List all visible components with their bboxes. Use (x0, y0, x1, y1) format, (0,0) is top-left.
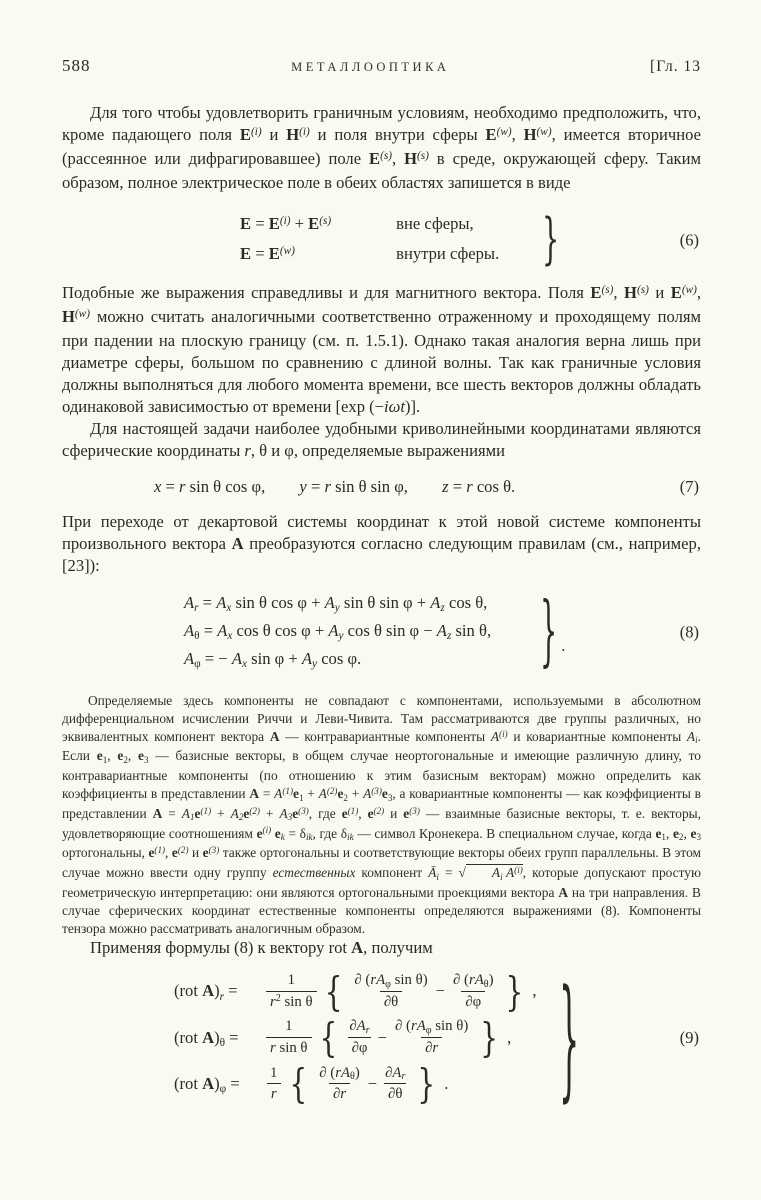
term-fraction: $\frac{\text{∂ (rAθ)}}{\partial r}$ (319, 1064, 360, 1103)
paragraph-spherical-coordinates: Для настоящей задачи наиболее удобными криволинейными координатами являются сферические координаты r, θ и φ, определяемые выражениями (62, 419, 701, 460)
minus-operator: − (367, 1073, 378, 1093)
paragraph-applying-formulas: Применяя формулы (8) к вектору rot A, получим (90, 938, 433, 958)
equation-9 (62, 959, 701, 1116)
right-curly-brace-icon: } (542, 208, 560, 272)
rot-A-phi-lhs: (rot A)φ = (174, 1073, 240, 1095)
equation-7-part-y: y = r sin θ sin φ, (299, 477, 408, 496)
term-fraction: $\frac{\text{∂ (rAφ sin θ)}}{\partial\theta}$ (354, 972, 428, 1010)
equation-9-line-phi (174, 1059, 701, 1108)
line-punctuation: , (507, 1027, 512, 1047)
equation-6-formula-1: $E = E^{(i)} + E^{(s)}$ (240, 214, 332, 233)
term-fraction: $\frac{\partial Ar}{\partial\theta}$ (385, 1064, 406, 1103)
term-fraction: $\frac{\partial Ar}{\partial\varphi}$ (349, 1018, 370, 1057)
equation-7-part-x: x = r sin θ cos φ, (154, 477, 266, 496)
equation-6-number: (6) (679, 230, 699, 250)
page-number: 588 (62, 56, 91, 75)
minus-operator: − (377, 1027, 387, 1047)
equation-9-number: (9) (679, 1027, 699, 1047)
paragraph-transformation-rules: При переходе от декартовой системы координат к этой новой системе компоненты произвольного вектора A преобразуются согласно следующим правилам (см., например, [23]): (62, 512, 701, 575)
paragraph-magnetic-vector: Подобные же выражения справедливы и для магнитного вектора. Поля $E^{(s)}$, $H^{(s)}$ и $E^{(w)}$, $H^{(w)}$ можно считать аналогичными соответственно отраженному и проходящему полям при падении на плоскую границу (см. п. 1.5.1). Однако такая аналогия верна лишь при диаметре сферы, большом по сравнению с длиной волны. Так как граничные условия должны выполняться для любого момента времени, все шесть векторов должны обладать одинаковой зависимостью от времени [exp (−iωt)]. (62, 283, 702, 416)
coefficient-fraction: $\frac{1}{r}$ (266, 1065, 281, 1103)
right-curly-brace-icon: } (480, 1013, 499, 1062)
equation-8-line-3: Aφ = − Ax sin φ + Ay cos φ. (184, 649, 362, 671)
chapter-label: [Гл. 13 (650, 58, 701, 75)
left-curly-brace-icon: { (319, 1013, 338, 1062)
page-header (62, 56, 701, 76)
term-fraction: $\frac{\text{∂ (rAθ)}}{\partial\varphi}$ (453, 972, 494, 1010)
coefficient-fraction: $\frac{1}{\text{r sin θ}}$ (266, 1018, 312, 1056)
equation-6-condition-2: внутри сферы. (396, 244, 500, 263)
equation-8-period: . (561, 635, 566, 655)
minus-operator: − (435, 981, 446, 1001)
equation-6-condition-1: вне сферы, (396, 214, 474, 233)
right-curly-brace-icon: } (559, 959, 580, 1116)
equation-8-brace-group (540, 587, 566, 677)
right-curly-brace-icon: } (505, 967, 524, 1016)
equation-8 (62, 587, 701, 677)
line-punctuation: . (444, 1073, 449, 1093)
equation-6 (62, 210, 701, 270)
rot-A-r-lhs: (rot A)r = (174, 981, 238, 1003)
equation-9-line-r (174, 967, 701, 1016)
equation-7 (62, 477, 701, 497)
equation-7-number: (7) (679, 477, 699, 496)
equation-8-line-2: Aθ = Ax cos θ cos φ + Ay cos θ sin φ − Az sin θ, (184, 621, 492, 643)
equation-8-line-1: Ar = Ax sin θ cos φ + Ay sin θ sin φ + Az cos θ, (184, 593, 488, 615)
right-curly-brace-icon: } (417, 1059, 436, 1108)
equation-9-line-theta (174, 1013, 701, 1062)
rot-A-theta-lhs: (rot A)θ = (174, 1027, 239, 1049)
small-print-note-ricci-levi-civita: Определяемые здесь компоненты не совпадают с компонентами, используемыми в абсолютном дифференциальном исчислении Риччи и Леви-Чивита. Там рассматриваются две группы различных, но эквивалентных компонент вектора A — контравариантные компоненты $A^{(i)}$ и ковариантные компоненты Ai. Если e1, e2, e3 — базисные векторы, в общем случае неортогональные и имеющие различную длину, то контравариантные компоненты (по отношению к этим базисным векторам) можно определить как коэффициенты в представлении $A = A^{(1)}e1 + A^{(2)}e2 + A^{(3)}e3$, а ковариантные компоненты — как коэффициенты в представлении $A = A1e^{(1)} + A2e^{(2)} + A3e^{(3)}$, где $e^{(1)}$, $e^{(2)}$ и $e^{(3)}$ — взаимные базисные векторы, т. е. векторы, удовлетворяющие соотношениям $e^{(i)}$ ek = δik, где δik — символ Кронекера. В специальном случае, когда e1, e2, e3 ортогональны, $e^{(1)}$, $e^{(2)}$ и $e^{(3)}$ также ортогональны и соответствующие векторы обеих групп параллельны. В этом случае можно ввести одну группу естественных компонент Āi = √ Ai $A^{(i)}$, которые допускают простую геометрическую интерпретацию: они являются ортогональными проекциями вектора A на три направления. В случае сферических координат естественные компоненты определяются выражениями (8). Компоненты тензора можно рассматривать аналогичным образом. (62, 693, 702, 936)
line-punctuation: , (532, 981, 537, 1001)
equation-6-formula-2: $E = E^{(w)}$ (240, 244, 295, 263)
equation-7-part-z: z = r cos θ. (442, 477, 516, 496)
right-curly-brace-icon: } (540, 587, 558, 677)
coefficient-fraction: $\frac{1}{r^2 \sin \theta}$ (266, 972, 317, 1010)
equation-8-number: (8) (679, 622, 699, 642)
left-curly-brace-icon: { (289, 1059, 308, 1108)
equation-6-row-2 (240, 240, 701, 270)
left-curly-brace-icon: { (324, 967, 343, 1016)
paragraph-boundary-conditions: Для того чтобы удовлетворить граничным условиям, необходимо предположить, что, кроме падающего поля $E^{(i)}$ и $H^{(i)}$ и поля внутри сферы $E^{(w)}$, $H^{(w)}$, имеется вторичное (рассеянное или дифрагировавшее) поле $E^{(s)}$, $H^{(s)}$ в среде, окружающей сферу. Таким образом, полное электрическое поле в обеих областях запишется в виде (62, 103, 701, 192)
term-fraction: $\frac{\text{∂ (rAφ sin θ)}}{\partial r}$ (395, 1018, 469, 1057)
equation-6-row-1 (240, 210, 701, 240)
running-title: МЕТАЛЛООПТИКА (291, 60, 450, 74)
